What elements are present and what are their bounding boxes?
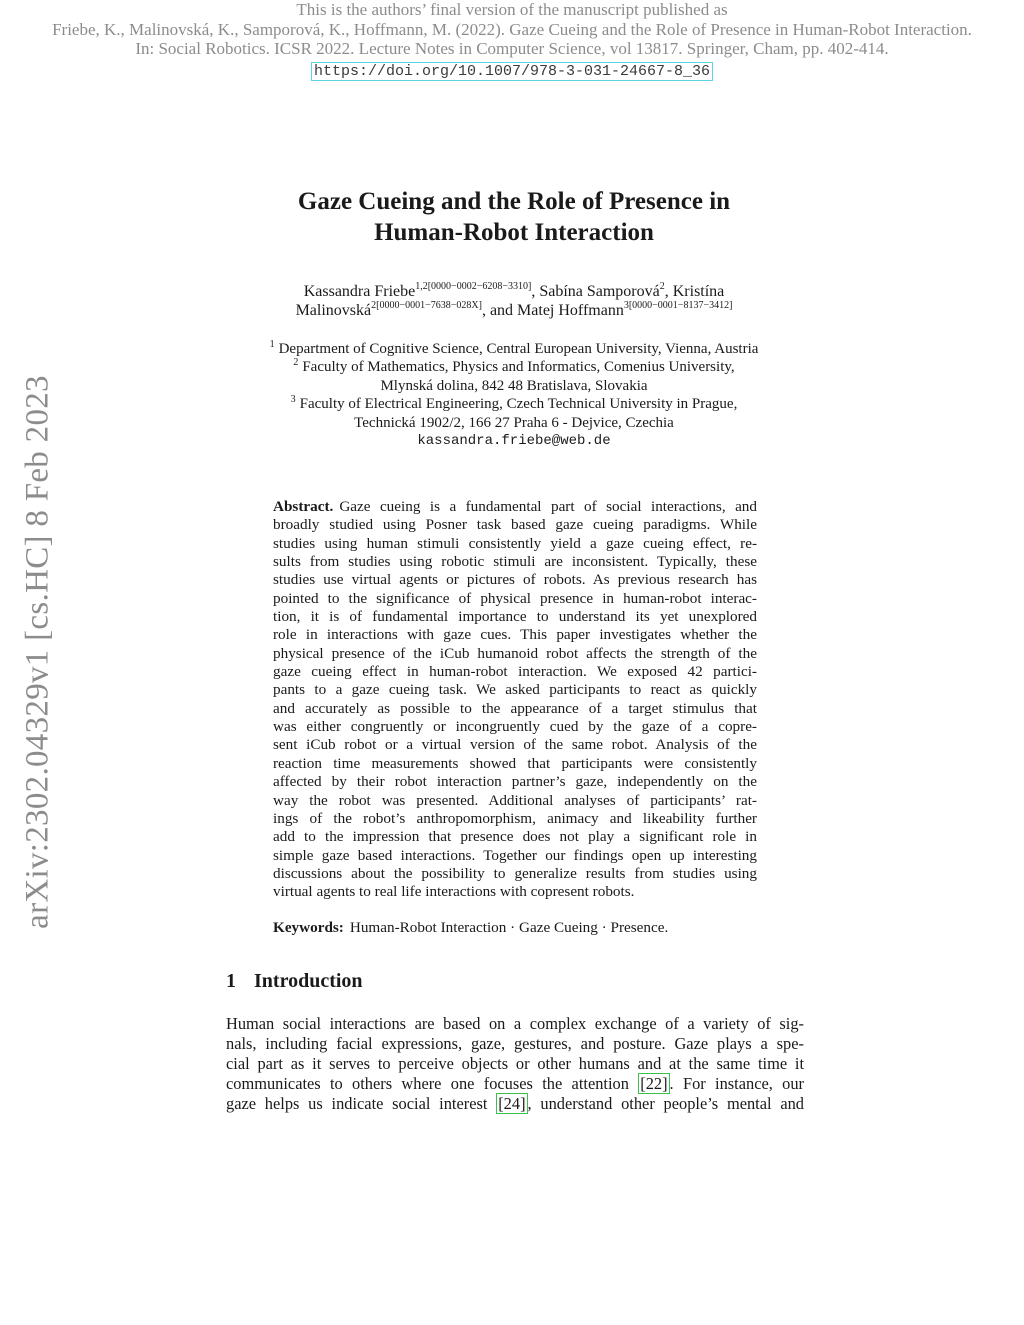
abstract-line: pants to a gaze cueing task. We asked participants to react as quickly [273,681,757,699]
author-name: Kassandra Friebe [303,283,416,300]
abstract-line: studies using human stimuli consistently yield a gaze cueing effect, re- [273,534,757,552]
author-superscript: 3[0000−0001−8137−3412] [623,300,733,311]
abstract-label: Abstract. [273,498,334,515]
section-title: Introduction [254,970,363,992]
affiliation-line: Technická 1902/2, 166 27 Praha 6 - Dejvice, Czechia [354,414,674,431]
abstract-line: way the robot was presented. Additional analyses of participants’ rat- [273,791,757,809]
abstract-line: virtual agents to real life interactions with copresent robots. [273,883,635,901]
abstract-line: sults from studies using robotic stimuli are inconsistent. Typically, these [273,553,757,571]
intro-line: nals, including facial expressions, gaze, gestures, and posture. Gaze plays a spe- [226,1034,804,1053]
citation-link[interactable]: [24] [498,1094,526,1113]
affiliation-number: 3 [290,394,296,406]
abstract-line: affected by their robot interaction partner’s gaze, independently on the [273,773,757,791]
abstract-line: tion, it is of fundamental importance to understand its yet unexplored [273,608,757,626]
author-superscript: 2 [659,281,665,292]
affiliation-line: Faculty of Electrical Engineering, Czech Technical University in Prague, [299,396,738,413]
abstract-line: reaction time measurements showed that participants were consistently [273,754,757,772]
publication-note-line: This is the authors’ final version of the manuscript published as [296,0,728,19]
intro-line: cial part as it serves to perceive objects or other humans and at the same time it [226,1054,804,1073]
abstract-line: simple gaze based interactions. Together our findings open up interesting [273,846,757,864]
doi-link[interactable]: https://doi.org/10.1007/978-3-031-24667-8_36 [311,62,713,81]
abstract-line: add to the impression that presence does not play a significant role in [273,828,757,846]
abstract-line: Gaze cueing is a fundamental part of social interactions, and [339,498,757,515]
intro-line: Human social interactions are based on a complex exchange of a variety of sig- [226,1014,804,1033]
abstract-line: sent iCub robot or a virtual version of the same robot. Analysis of the [273,736,757,754]
paper-title [200,186,828,248]
affiliations [200,340,828,450]
abstract-line: broadly studied using Posner task based gaze cueing paradigms. While [273,516,757,534]
intro-text: , understand other people’s mental and [527,1094,804,1113]
citation-link[interactable]: [22] [640,1074,668,1093]
abstract-line: pointed to the significance of physical presence in human-robot interac- [273,589,757,607]
intro-text: gaze helps us indicate social interest [226,1094,497,1113]
abstract-line: physical presence of the iCub humanoid robot affects the strength of the [273,644,757,662]
arxiv-identifier: arXiv:2302.04329v1 [cs.HC] 8 Feb 2023 [19,375,56,929]
abstract [273,498,757,902]
keywords-text: Human-Robot Interaction · Gaze Cueing · Presence. [349,919,669,936]
abstract-line: role in interactions with gaze cues. This paper investigates whether the [273,626,757,644]
affiliation-line: Department of Cognitive Science, Central European University, Vienna, Austria [278,341,759,357]
author-superscript: 2[0000−0001−7638−028X] [371,300,482,311]
contact-email[interactable]: kassandra.friebe@web.de [417,433,611,450]
publication-note-line: Friebe, K., Malinovská, K., Samporová, K., Hoffmann, M. (2022). Gaze Cueing and the Role of Presence in Human-Robot Interaction. [52,19,972,39]
abstract-line: studies use virtual agents or pictures of robots. As previous research has [273,571,757,589]
abstract-line: and accurately as possible to the appearance of a target stimulus that [273,699,757,717]
author-superscript: 1,2[0000−0002−6208−3310] [415,281,532,292]
intro-text: . For instance, our [669,1074,805,1093]
abstract-line: ings of the robot’s anthropomorphism, animacy and likeability further [273,809,757,827]
abstract-line: discussions about the possibility to generalize results from studies using [273,864,757,882]
intro-paragraph [226,1014,804,1114]
affiliation-number: 1 [269,339,275,350]
author-list [200,282,828,320]
affiliation-line: Faculty of Mathematics, Physics and Informatics, Comenius University, [302,359,735,376]
title-line: Gaze Cueing and the Role of Presence in [297,188,731,215]
affiliation-line: Mlynská dolina, 842 48 Bratislava, Slovakia [380,377,648,394]
abstract-line: was either congruently or incongruently cued by the gaze of a copre- [273,718,757,736]
intro-text: communicates to others where one focuses the attention [226,1074,639,1093]
abstract-line: gaze cueing effect in human-robot interaction. We exposed 42 partici- [273,663,757,681]
keywords [273,919,757,937]
publication-note-line: In: Social Robotics. ICSR 2022. Lecture Notes in Computer Science, vol 13817. Springer, Cham, pp. 402-414. [135,39,889,58]
author-name: , Sabína Samporová [531,283,660,300]
affiliation-number: 2 [293,357,299,369]
author-name: Malinovská [295,302,372,319]
keywords-label: Keywords: [273,919,344,936]
author-name: , and Matej Hoffmann [481,302,624,319]
title-line: Human-Robot Interaction [374,219,654,246]
section-number: 1 [226,970,236,992]
section-heading [226,970,363,993]
publication-note [0,0,1024,81]
author-name: , Kristína [664,283,725,300]
